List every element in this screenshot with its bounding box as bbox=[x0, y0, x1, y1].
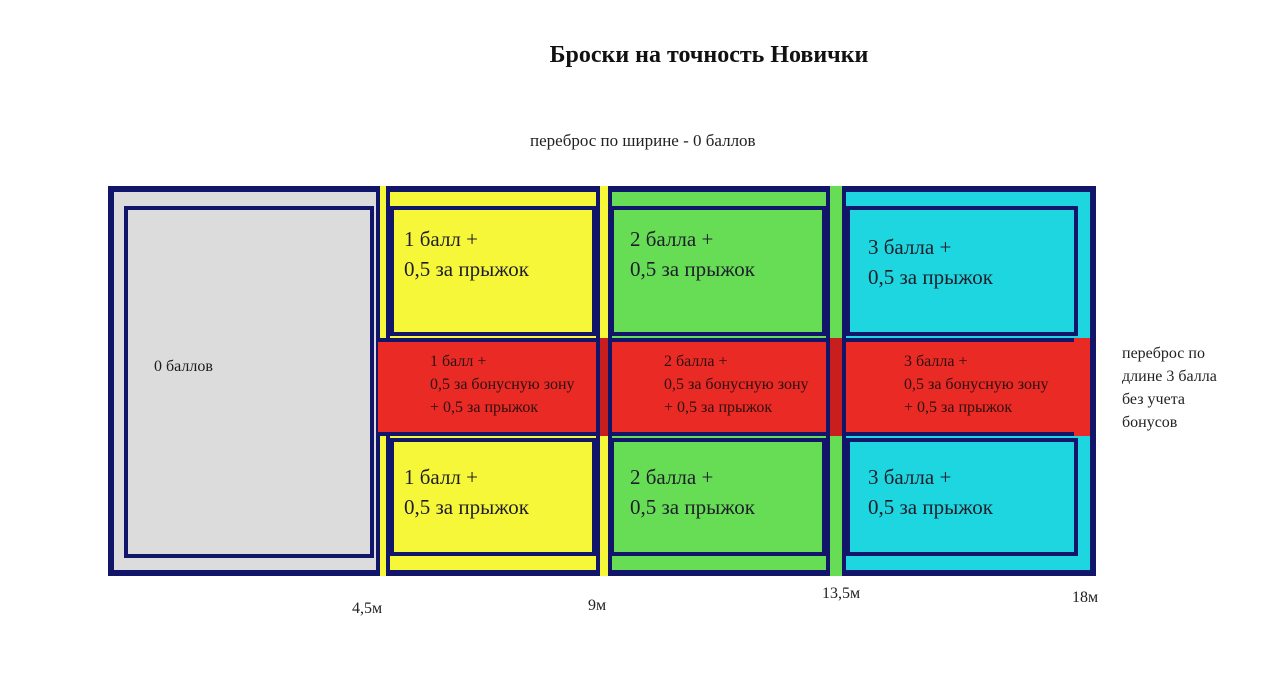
zone-zero-label: 0 баллов bbox=[154, 358, 213, 375]
col1-bonus-text: 1 балл + 0,5 за бонусную зону + 0,5 за прыжок bbox=[430, 353, 575, 416]
col2-bonus-text: 2 балла + 0,5 за бонусную зону + 0,5 за прыжок bbox=[664, 353, 809, 416]
distance-label-13-5m: 13,5м bbox=[822, 585, 861, 602]
distance-label-18m: 18м bbox=[1072, 589, 1099, 606]
bonus-divider-2 bbox=[826, 338, 846, 436]
distance-label-4-5m: 4,5м bbox=[352, 600, 383, 617]
col2-bottom-text: 2 балла + 0,5 за прыжок bbox=[630, 465, 755, 519]
col1-top-text: 1 балл + 0,5 за прыжок bbox=[404, 227, 529, 281]
diagram-title: Броски на точность Новички bbox=[549, 42, 869, 68]
bonus-band-edge bbox=[1074, 338, 1090, 436]
col3-bottom-text: 3 балла + 0,5 за прыжок bbox=[868, 465, 993, 519]
bonus-divider-1 bbox=[596, 338, 612, 436]
zone-zero bbox=[124, 206, 374, 558]
width-overthrow-note: переброс по ширине - 0 баллов bbox=[530, 131, 756, 150]
length-overthrow-note: переброс по длине 3 балла без учета бонусов bbox=[1122, 345, 1217, 431]
distance-label-9m: 9м bbox=[588, 597, 607, 614]
throwing-field bbox=[108, 186, 1096, 576]
col2-top-text: 2 балла + 0,5 за прыжок bbox=[630, 227, 755, 281]
col1-bottom-text: 1 балл + 0,5 за прыжок bbox=[404, 465, 529, 519]
col3-top-text: 3 балла + 0,5 за прыжок bbox=[868, 235, 993, 289]
col3-bonus-text: 3 балла + 0,5 за бонусную зону + 0,5 за прыжок bbox=[904, 353, 1049, 416]
